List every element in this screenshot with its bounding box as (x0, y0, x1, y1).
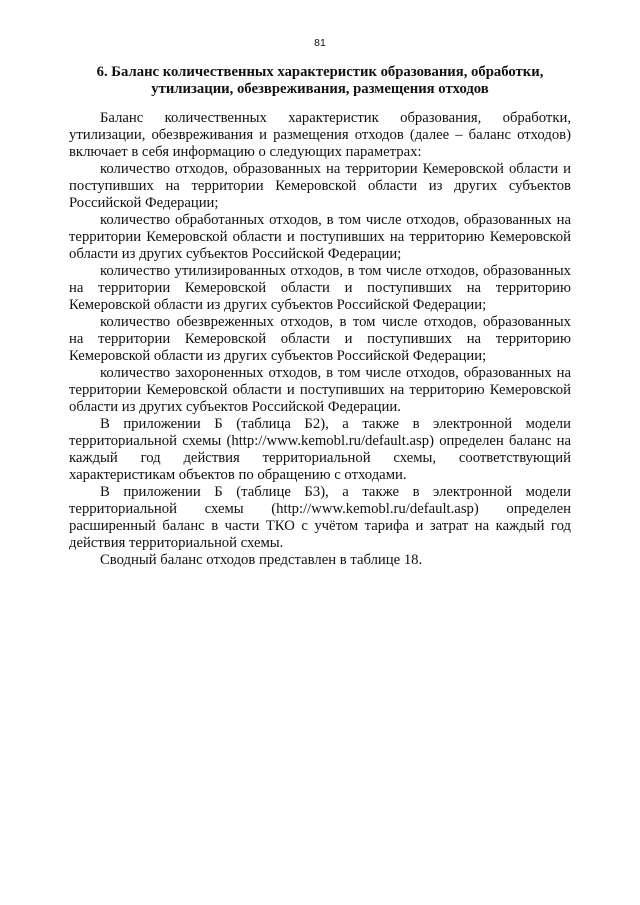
paragraph (69, 484, 571, 552)
paragraph-line: расширенный баланс в части ТКО с учётом тарифа и затрат на каждый год (69, 518, 571, 534)
paragraph-line: количество обработанных отходов, в том числе отходов, образованных на (100, 212, 571, 228)
section-heading (69, 64, 571, 98)
paragraph (69, 365, 571, 416)
paragraph-line: каждый год действия территориальной схемы, соответствующий (69, 450, 571, 466)
paragraph-line: количество утилизированных отходов, в том числе отходов, образованных (100, 263, 571, 279)
section-heading-line: утилизации, обезвреживания, размещения отходов (151, 81, 489, 97)
paragraph-line: характеристикам объектов по обращению с отходами. (69, 467, 407, 483)
paragraph-line: В приложении Б (таблица Б2), а также в электронной модели (100, 416, 571, 432)
paragraph-line: количество захороненных отходов, в том числе отходов, образованных на (100, 365, 571, 381)
paragraph-line: количество обезвреженных отходов, в том числе отходов, образованных (100, 314, 571, 330)
paragraph-line: количество отходов, образованных на территории Кемеровской области и (100, 161, 571, 177)
body-text (69, 110, 571, 569)
paragraph (69, 110, 571, 161)
paragraph-line: области из других субъектов Российской Федерации. (69, 399, 401, 415)
paragraph (69, 552, 571, 569)
paragraph-line: на территории Кемеровской области и поступивших на территорию (69, 280, 571, 296)
paragraph-line: Кемеровской области из других субъектов Российской Федерации; (69, 297, 487, 313)
paragraph-line: В приложении Б (таблице Б3), а также в электронной модели (100, 484, 571, 500)
paragraph (69, 161, 571, 212)
paragraph (69, 212, 571, 263)
paragraph-line: включает в себя информацию о следующих параметрах: (69, 144, 422, 160)
paragraph-line: Кемеровской области из других субъектов Российской Федерации; (69, 348, 487, 364)
paragraph-line: Российской Федерации; (69, 195, 219, 211)
paragraph (69, 314, 571, 365)
paragraph-line: Баланс количественных характеристик образования, обработки, (100, 110, 571, 126)
section-heading-line: 6. Баланс количественных характеристик образования, обработки, (96, 64, 544, 80)
paragraph-line: поступивших на территории Кемеровской области из других субъектов (69, 178, 571, 194)
paragraph-line: территориальной схемы (http://www.kemobl.ru/default.asp) определен (69, 501, 571, 517)
paragraph-line: на территории Кемеровской области и поступивших на территорию (69, 331, 571, 347)
paragraph-line: утилизации, обезвреживания и размещения отходов (далее – баланс отходов) (69, 127, 571, 143)
paragraph-line: территории Кемеровской области и поступивших на территорию Кемеровской (69, 382, 571, 398)
paragraph (69, 416, 571, 484)
paragraph-line: территории Кемеровской области и поступивших на территорию Кемеровской (69, 229, 571, 245)
page-number: 81 (314, 37, 326, 49)
paragraph (69, 263, 571, 314)
paragraph-line: территориальной схемы (http://www.kemobl.ru/default.asp) определен баланс на (69, 433, 571, 449)
paragraph-line: области из других субъектов Российской Федерации; (69, 246, 402, 262)
paragraph-line: Сводный баланс отходов представлен в таблице 18. (100, 552, 423, 568)
paragraph-line: действия территориальной схемы. (69, 535, 284, 551)
